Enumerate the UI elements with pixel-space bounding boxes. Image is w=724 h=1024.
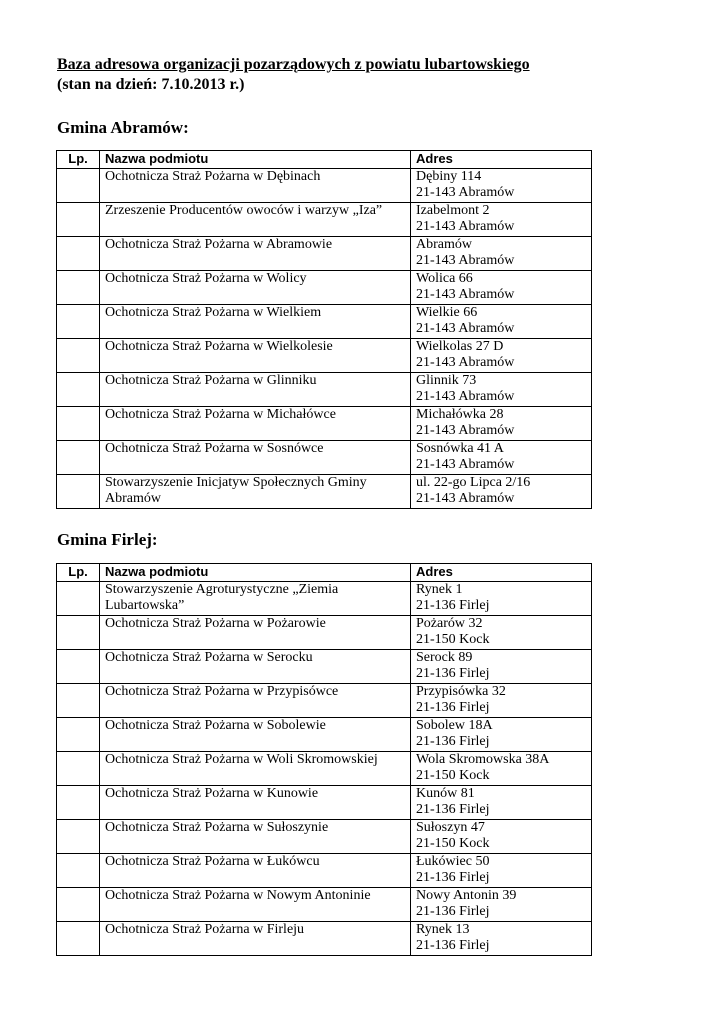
table-row [57, 887, 592, 921]
cell-address [411, 270, 592, 304]
cell-organization-name: Ochotnicza Straż Pożarna w Wolicy [100, 270, 411, 304]
address-line-1: Serock 89 [416, 649, 473, 665]
address-line-1: Michałówka 28 [416, 406, 504, 422]
address-line-1: ul. 22-go Lipca 2/16 [416, 474, 531, 490]
table-row [57, 304, 592, 338]
cell-address [411, 372, 592, 406]
address-line-2: 21-150 Kock [416, 836, 490, 851]
cell-organization-name: Ochotnicza Straż Pożarna w Wielkiem [100, 304, 411, 338]
header-address: Adres [411, 564, 592, 582]
cell-address [411, 581, 592, 615]
address-line-2: 21-143 Abramów [416, 253, 515, 268]
address-line-2: 21-136 Firlej [416, 904, 490, 919]
document-title [57, 55, 530, 95]
table-row [57, 581, 592, 615]
cell-address [411, 236, 592, 270]
table-row [57, 751, 592, 785]
cell-lp [57, 581, 100, 615]
table-row [57, 270, 592, 304]
table-row [57, 236, 592, 270]
cell-address [411, 474, 592, 508]
table-row [57, 168, 592, 202]
table-row [57, 785, 592, 819]
address-line-2: 21-136 Firlej [416, 734, 490, 749]
cell-address [411, 304, 592, 338]
cell-address [411, 853, 592, 887]
address-line-1: Rynek 1 [416, 581, 463, 597]
address-line-1: Wola Skromowska 38A [416, 751, 550, 767]
cell-lp [57, 270, 100, 304]
cell-lp [57, 440, 100, 474]
address-line-1: Wielkie 66 [416, 304, 478, 320]
address-line-1: Łukówiec 50 [416, 853, 490, 869]
table-header-row [57, 151, 592, 169]
cell-lp [57, 615, 100, 649]
address-line-1: Nowy Antonin 39 [416, 887, 517, 903]
cell-lp [57, 406, 100, 440]
address-line-1: Sobolew 18A [416, 717, 493, 733]
cell-address [411, 406, 592, 440]
section-heading-firlej: Gmina Firlej: [57, 530, 158, 549]
address-line-2: 21-136 Firlej [416, 598, 490, 613]
cell-organization-name: Ochotnicza Straż Pożarna w Nowym Antoninie [100, 887, 411, 921]
cell-lp [57, 785, 100, 819]
table-abramow [56, 150, 592, 509]
table-row [57, 406, 592, 440]
address-line-2: 21-143 Abramów [416, 423, 515, 438]
cell-organization-name: Ochotnicza Straż Pożarna w Serocku [100, 649, 411, 683]
cell-address [411, 819, 592, 853]
cell-organization-name: Ochotnicza Straż Pożarna w Sułoszynie [100, 819, 411, 853]
address-line-1: Izabelmont 2 [416, 202, 490, 218]
address-line-1: Abramów [416, 236, 472, 252]
table-row [57, 717, 592, 751]
cell-lp [57, 853, 100, 887]
table-row [57, 372, 592, 406]
address-line-2: 21-143 Abramów [416, 321, 515, 336]
address-line-2: 21-136 Firlej [416, 802, 490, 817]
address-line-2: 21-143 Abramów [416, 389, 515, 404]
cell-lp [57, 372, 100, 406]
table-row [57, 683, 592, 717]
cell-lp [57, 887, 100, 921]
section-heading-abramow: Gmina Abramów: [57, 118, 189, 137]
address-line-2: 21-136 Firlej [416, 870, 490, 885]
table-firlej [56, 563, 592, 956]
cell-organization-name: Ochotnicza Straż Pożarna w Sobolewie [100, 717, 411, 751]
address-line-2: 21-143 Abramów [416, 219, 515, 234]
address-line-2: 21-143 Abramów [416, 185, 515, 200]
cell-lp [57, 683, 100, 717]
cell-address [411, 615, 592, 649]
cell-organization-name: Ochotnicza Straż Pożarna w Łukówcu [100, 853, 411, 887]
cell-lp [57, 649, 100, 683]
cell-organization-name: Ochotnicza Straż Pożarna w Glinniku [100, 372, 411, 406]
address-line-1: Sułoszyn 47 [416, 819, 485, 835]
address-line-2: 21-143 Abramów [416, 287, 515, 302]
table-header-row [57, 564, 592, 582]
header-lp: Lp. [57, 151, 100, 169]
cell-address [411, 921, 592, 955]
cell-lp [57, 304, 100, 338]
cell-organization-name: Ochotnicza Straż Pożarna w Abramowie [100, 236, 411, 270]
address-line-1: Glinnik 73 [416, 372, 477, 388]
address-line-1: Pożarów 32 [416, 615, 483, 631]
title-line-1: Baza adresowa organizacji pozarządowych z powiatu lubartowskiego [57, 56, 530, 73]
address-line-1: Dębiny 114 [416, 168, 482, 184]
cell-lp [57, 338, 100, 372]
cell-lp [57, 819, 100, 853]
cell-organization-name: Ochotnicza Straż Pożarna w Dębinach [100, 168, 411, 202]
table-row [57, 921, 592, 955]
cell-organization-name: Stowarzyszenie Agroturystyczne „Ziemia Lubartowska” [100, 581, 411, 615]
address-line-1: Rynek 13 [416, 921, 470, 937]
cell-organization-name: Ochotnicza Straż Pożarna w Sosnówce [100, 440, 411, 474]
cell-organization-name: Ochotnicza Straż Pożarna w Pożarowie [100, 615, 411, 649]
cell-address [411, 717, 592, 751]
cell-lp [57, 236, 100, 270]
address-line-2: 21-143 Abramów [416, 491, 515, 506]
address-line-1: Sosnówka 41 A [416, 440, 504, 456]
cell-organization-name: Ochotnicza Straż Pożarna w Kunowie [100, 785, 411, 819]
address-line-1: Kunów 81 [416, 785, 475, 801]
cell-lp [57, 202, 100, 236]
cell-organization-name: Ochotnicza Straż Pożarna w Firleju [100, 921, 411, 955]
table-row [57, 338, 592, 372]
address-line-2: 21-136 Firlej [416, 938, 490, 953]
address-line-2: 21-150 Kock [416, 632, 490, 647]
address-line-1: Przypisówka 32 [416, 683, 506, 699]
address-line-2: 21-143 Abramów [416, 457, 515, 472]
address-line-2: 21-136 Firlej [416, 700, 490, 715]
cell-organization-name: Ochotnicza Straż Pożarna w Michałówce [100, 406, 411, 440]
table-row [57, 202, 592, 236]
cell-organization-name: Ochotnicza Straż Pożarna w Woli Skromowskiej [100, 751, 411, 785]
table-row [57, 853, 592, 887]
cell-lp [57, 921, 100, 955]
cell-address [411, 338, 592, 372]
cell-organization-name: Stowarzyszenie Inicjatyw Społecznych Gminy Abramów [100, 474, 411, 508]
table-row [57, 819, 592, 853]
header-name: Nazwa podmiotu [100, 151, 411, 169]
address-line-2: 21-143 Abramów [416, 355, 515, 370]
cell-lp [57, 168, 100, 202]
cell-address [411, 202, 592, 236]
title-line-2: (stan na dzień: 7.10.2013 r.) [57, 76, 245, 93]
cell-address [411, 649, 592, 683]
cell-address [411, 683, 592, 717]
header-lp: Lp. [57, 564, 100, 582]
table-row [57, 440, 592, 474]
address-line-2: 21-150 Kock [416, 768, 490, 783]
table-row [57, 615, 592, 649]
header-name: Nazwa podmiotu [100, 564, 411, 582]
cell-address [411, 751, 592, 785]
cell-lp [57, 751, 100, 785]
cell-lp [57, 474, 100, 508]
cell-lp [57, 717, 100, 751]
table-row [57, 474, 592, 508]
cell-organization-name: Zrzeszenie Producentów owoców i warzyw „Iza” [100, 202, 411, 236]
cell-organization-name: Ochotnicza Straż Pożarna w Przypisówce [100, 683, 411, 717]
cell-address [411, 887, 592, 921]
address-line-1: Wielkolas 27 D [416, 338, 504, 354]
cell-address [411, 785, 592, 819]
cell-organization-name: Ochotnicza Straż Pożarna w Wielkolesie [100, 338, 411, 372]
table-row [57, 649, 592, 683]
cell-address [411, 168, 592, 202]
cell-address [411, 440, 592, 474]
address-line-2: 21-136 Firlej [416, 666, 490, 681]
address-line-1: Wolica 66 [416, 270, 473, 286]
header-address: Adres [411, 151, 592, 169]
